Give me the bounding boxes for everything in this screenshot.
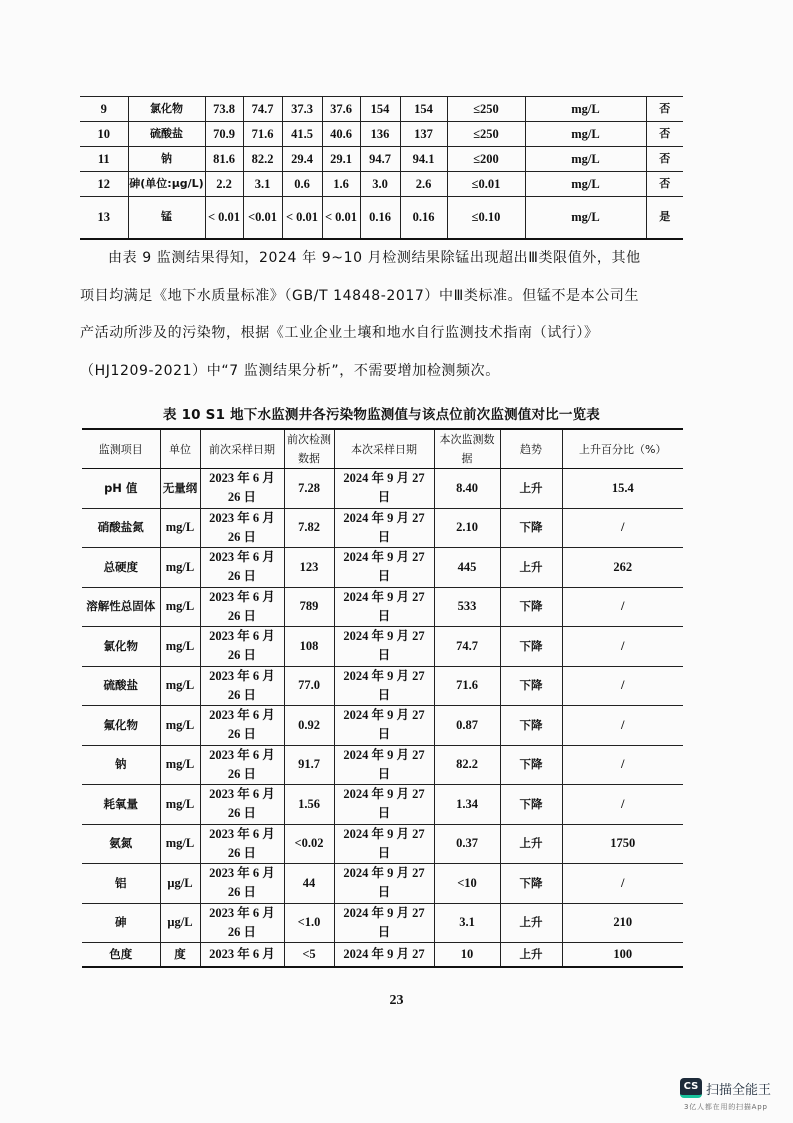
cell-v5: 0.16 xyxy=(360,197,400,239)
cell-prev: 44 xyxy=(284,864,334,904)
cell-item: 砷(单位:μg/L) xyxy=(128,172,205,197)
cell-exceed: 否 xyxy=(646,97,683,122)
cell-v2: 3.1 xyxy=(243,172,282,197)
paragraph-line: 产活动所涉及的污染物，根据《工业企业土壤和地水自行监测技术指南（试行）》 xyxy=(80,325,599,341)
cell-prev: 7.82 xyxy=(284,508,334,548)
cell-v1: 81.6 xyxy=(205,147,243,172)
table-10 xyxy=(82,428,683,968)
cell-cur_date: 2024 年 9 月 27 日 xyxy=(334,627,434,667)
cell-cur_date: 2024 年 9 月 27 日 xyxy=(334,508,434,548)
cell-unit: mg/L xyxy=(525,147,646,172)
cell-unit: mg/L xyxy=(160,508,200,548)
cell-pct: / xyxy=(562,745,683,785)
cell-pct: 15.4 xyxy=(562,469,683,509)
cell-prev_date: 2023 年 6 月 26 日 xyxy=(200,903,284,943)
camscanner-logo-icon: CS xyxy=(680,1078,702,1098)
cell-prev_date: 2023 年 6 月 26 日 xyxy=(200,745,284,785)
cell-prev: 1.56 xyxy=(284,785,334,825)
cell-v4: 37.6 xyxy=(322,97,360,122)
cell-unit: mg/L xyxy=(525,97,646,122)
analysis-paragraph xyxy=(80,240,683,390)
cell-v1: 73.8 xyxy=(205,97,243,122)
cell-trend: 下降 xyxy=(500,587,562,627)
cell-pct: / xyxy=(562,785,683,825)
header-cell: 前次采样日期 xyxy=(200,429,284,469)
cell-trend: 下降 xyxy=(500,706,562,746)
cell-unit: mg/L xyxy=(525,122,646,147)
cell-unit: 度 xyxy=(160,943,200,967)
cell-v2: 74.7 xyxy=(243,97,282,122)
header-cell: 上升百分比（%） xyxy=(562,429,683,469)
cell-cur: 10 xyxy=(434,943,500,967)
cell-v1: 70.9 xyxy=(205,122,243,147)
table-row xyxy=(82,666,683,706)
cell-trend: 上升 xyxy=(500,824,562,864)
cell-trend: 下降 xyxy=(500,666,562,706)
cell-exceed: 否 xyxy=(646,147,683,172)
cell-item: 砷 xyxy=(82,903,160,943)
cell-v5: 94.7 xyxy=(360,147,400,172)
cell-cur_date: 2024 年 9 月 27 日 xyxy=(334,469,434,509)
cell-v4: 29.1 xyxy=(322,147,360,172)
cell-cur_date: 2024 年 9 月 27 xyxy=(334,943,434,967)
header-cell: 本次监测数据 xyxy=(434,429,500,469)
table-row xyxy=(82,785,683,825)
cell-cur_date: 2024 年 9 月 27 日 xyxy=(334,824,434,864)
cell-prev_date: 2023 年 6 月 xyxy=(200,943,284,967)
table-row xyxy=(80,197,683,239)
cell-trend: 上升 xyxy=(500,903,562,943)
cell-item: 总硬度 xyxy=(82,548,160,588)
cell-cur: 3.1 xyxy=(434,903,500,943)
cell-pct: 1750 xyxy=(562,824,683,864)
cell-pct: / xyxy=(562,587,683,627)
cell-prev_date: 2023 年 6 月 26 日 xyxy=(200,508,284,548)
table-row xyxy=(82,864,683,904)
table-header-row xyxy=(82,429,683,469)
cell-unit: μg/L xyxy=(160,903,200,943)
cell-v5: 3.0 xyxy=(360,172,400,197)
cell-v3: 41.5 xyxy=(282,122,322,147)
cell-unit: mg/L xyxy=(525,197,646,239)
cell-v3: < 0.01 xyxy=(282,197,322,239)
cell-prev: <0.02 xyxy=(284,824,334,864)
table-row xyxy=(80,172,683,197)
cell-item: 铝 xyxy=(82,864,160,904)
table-row xyxy=(80,122,683,147)
cell-unit: μg/L xyxy=(160,864,200,904)
cell-no: 10 xyxy=(80,122,128,147)
cell-trend: 下降 xyxy=(500,627,562,667)
cell-unit: mg/L xyxy=(160,824,200,864)
cell-prev: 789 xyxy=(284,587,334,627)
table-row xyxy=(80,97,683,122)
table-row xyxy=(82,627,683,667)
cell-exceed: 是 xyxy=(646,197,683,239)
cell-prev: 0.92 xyxy=(284,706,334,746)
cell-v3: 37.3 xyxy=(282,97,322,122)
cell-limit: ≤0.10 xyxy=(447,197,525,239)
table-row xyxy=(82,469,683,509)
cell-pct: / xyxy=(562,706,683,746)
cell-cur_date: 2024 年 9 月 27 日 xyxy=(334,587,434,627)
header-cell: 监测项目 xyxy=(82,429,160,469)
cell-unit: mg/L xyxy=(160,745,200,785)
cell-unit: mg/L xyxy=(160,666,200,706)
cell-v2: 82.2 xyxy=(243,147,282,172)
cell-item: 钠 xyxy=(128,147,205,172)
cell-v1: 2.2 xyxy=(205,172,243,197)
cell-trend: 下降 xyxy=(500,508,562,548)
cell-prev_date: 2023 年 6 月 26 日 xyxy=(200,864,284,904)
cell-item: 硫酸盐 xyxy=(128,122,205,147)
cell-no: 11 xyxy=(80,147,128,172)
cell-pct: 210 xyxy=(562,903,683,943)
scanner-watermark xyxy=(680,1078,790,1118)
cell-trend: 下降 xyxy=(500,745,562,785)
cell-cur_date: 2024 年 9 月 27 日 xyxy=(334,785,434,825)
cell-prev: 108 xyxy=(284,627,334,667)
cell-cur_date: 2024 年 9 月 27 日 xyxy=(334,666,434,706)
cell-pct: 262 xyxy=(562,548,683,588)
cell-item: 氯化物 xyxy=(82,627,160,667)
cell-cur_date: 2024 年 9 月 27 日 xyxy=(334,745,434,785)
cell-cur: 533 xyxy=(434,587,500,627)
header-cell: 前次检测数据 xyxy=(284,429,334,469)
cell-cur: 74.7 xyxy=(434,627,500,667)
paragraph-line: （HJ1209-2021）中“7 监测结果分析”，不需要增加检测频次。 xyxy=(80,362,500,379)
cell-trend: 下降 xyxy=(500,785,562,825)
cell-trend: 下降 xyxy=(500,864,562,904)
table-9-continued xyxy=(80,96,683,240)
cell-cur: 445 xyxy=(434,548,500,588)
cell-cur: <10 xyxy=(434,864,500,904)
cell-no: 13 xyxy=(80,197,128,239)
cell-limit: ≤250 xyxy=(447,122,525,147)
cell-v2: 71.6 xyxy=(243,122,282,147)
cell-item: 氟化物 xyxy=(82,706,160,746)
cell-item: 硫酸盐 xyxy=(82,666,160,706)
cell-prev_date: 2023 年 6 月 26 日 xyxy=(200,706,284,746)
cell-cur: 82.2 xyxy=(434,745,500,785)
cell-unit: mg/L xyxy=(160,627,200,667)
cell-prev: 77.0 xyxy=(284,666,334,706)
cell-v4: < 0.01 xyxy=(322,197,360,239)
cell-cur: 0.37 xyxy=(434,824,500,864)
cell-pct: 100 xyxy=(562,943,683,967)
cell-v3: 0.6 xyxy=(282,172,322,197)
cell-item: 锰 xyxy=(128,197,205,239)
cell-prev: <1.0 xyxy=(284,903,334,943)
cell-cur_date: 2024 年 9 月 27 日 xyxy=(334,903,434,943)
cell-no: 9 xyxy=(80,97,128,122)
table-row xyxy=(82,943,683,967)
cell-pct: / xyxy=(562,666,683,706)
page-number: 23 xyxy=(389,993,404,1008)
cell-item: 色度 xyxy=(82,943,160,967)
cell-item: 氨氮 xyxy=(82,824,160,864)
cell-trend: 上升 xyxy=(500,469,562,509)
cell-prev_date: 2023 年 6 月 26 日 xyxy=(200,587,284,627)
table-row xyxy=(82,508,683,548)
cell-cur: 2.10 xyxy=(434,508,500,548)
cell-v6: 137 xyxy=(400,122,447,147)
cell-prev_date: 2023 年 6 月 26 日 xyxy=(200,627,284,667)
cell-v6: 0.16 xyxy=(400,197,447,239)
table-row xyxy=(82,548,683,588)
cell-limit: ≤250 xyxy=(447,97,525,122)
header-cell: 趋势 xyxy=(500,429,562,469)
cell-pct: / xyxy=(562,627,683,667)
cell-limit: ≤0.01 xyxy=(447,172,525,197)
cell-pct: / xyxy=(562,864,683,904)
cell-unit: 无量纲 xyxy=(160,469,200,509)
table-row xyxy=(82,587,683,627)
cell-cur: 71.6 xyxy=(434,666,500,706)
cell-prev: 7.28 xyxy=(284,469,334,509)
cell-cur: 0.87 xyxy=(434,706,500,746)
cell-item: 硝酸盐氮 xyxy=(82,508,160,548)
cell-exceed: 否 xyxy=(646,122,683,147)
cell-cur_date: 2024 年 9 月 27 日 xyxy=(334,706,434,746)
cell-prev: 91.7 xyxy=(284,745,334,785)
cell-item: 氯化物 xyxy=(128,97,205,122)
table-row xyxy=(82,903,683,943)
cell-prev_date: 2023 年 6 月 26 日 xyxy=(200,469,284,509)
header-cell: 本次采样日期 xyxy=(334,429,434,469)
cell-item: 溶解性总固体 xyxy=(82,587,160,627)
cell-no: 12 xyxy=(80,172,128,197)
cell-pct: / xyxy=(562,508,683,548)
cell-trend: 上升 xyxy=(500,943,562,967)
table-10-caption: 表 10 S1 地下水监测井各污染物监测值与该点位前次监测值对比一览表 xyxy=(162,407,600,423)
cell-v5: 154 xyxy=(360,97,400,122)
cell-v4: 40.6 xyxy=(322,122,360,147)
cell-prev_date: 2023 年 6 月 26 日 xyxy=(200,548,284,588)
cell-trend: 上升 xyxy=(500,548,562,588)
cell-exceed: 否 xyxy=(646,172,683,197)
cell-cur: 1.34 xyxy=(434,785,500,825)
cell-unit: mg/L xyxy=(525,172,646,197)
cell-v5: 136 xyxy=(360,122,400,147)
cell-item: pH 值 xyxy=(82,469,160,509)
header-cell: 单位 xyxy=(160,429,200,469)
cell-prev: 123 xyxy=(284,548,334,588)
cell-cur_date: 2024 年 9 月 27 日 xyxy=(334,864,434,904)
table-row xyxy=(82,745,683,785)
cell-v6: 94.1 xyxy=(400,147,447,172)
cell-v2: <0.01 xyxy=(243,197,282,239)
cell-prev_date: 2023 年 6 月 26 日 xyxy=(200,824,284,864)
table-row xyxy=(82,824,683,864)
cell-item: 钠 xyxy=(82,745,160,785)
watermark-tagline: 3亿人都在用的扫描App xyxy=(684,1103,768,1111)
cell-unit: mg/L xyxy=(160,548,200,588)
cell-cur_date: 2024 年 9 月 27 日 xyxy=(334,548,434,588)
cell-prev_date: 2023 年 6 月 26 日 xyxy=(200,666,284,706)
cell-v6: 2.6 xyxy=(400,172,447,197)
cell-item: 耗氧量 xyxy=(82,785,160,825)
cell-unit: mg/L xyxy=(160,587,200,627)
paragraph-line: 项目均满足《地下水质量标准》（GB/T 14848-2017）中Ⅲ类标准。但锰不是本公司生 xyxy=(80,287,640,304)
cell-v3: 29.4 xyxy=(282,147,322,172)
cell-prev_date: 2023 年 6 月 26 日 xyxy=(200,785,284,825)
paragraph-line: 由表 9 监测结果得知，2024 年 9~10 月检测结果除锰出现超出Ⅲ类限值外，其他 xyxy=(108,250,641,266)
cell-cur: 8.40 xyxy=(434,469,500,509)
table-row xyxy=(80,147,683,172)
cell-unit: mg/L xyxy=(160,706,200,746)
cell-v1: < 0.01 xyxy=(205,197,243,239)
cell-v4: 1.6 xyxy=(322,172,360,197)
cell-v6: 154 xyxy=(400,97,447,122)
cell-unit: mg/L xyxy=(160,785,200,825)
watermark-app-name: 扫描全能王 xyxy=(706,1083,772,1098)
table-row xyxy=(82,706,683,746)
cell-limit: ≤200 xyxy=(447,147,525,172)
cell-prev: <5 xyxy=(284,943,334,967)
